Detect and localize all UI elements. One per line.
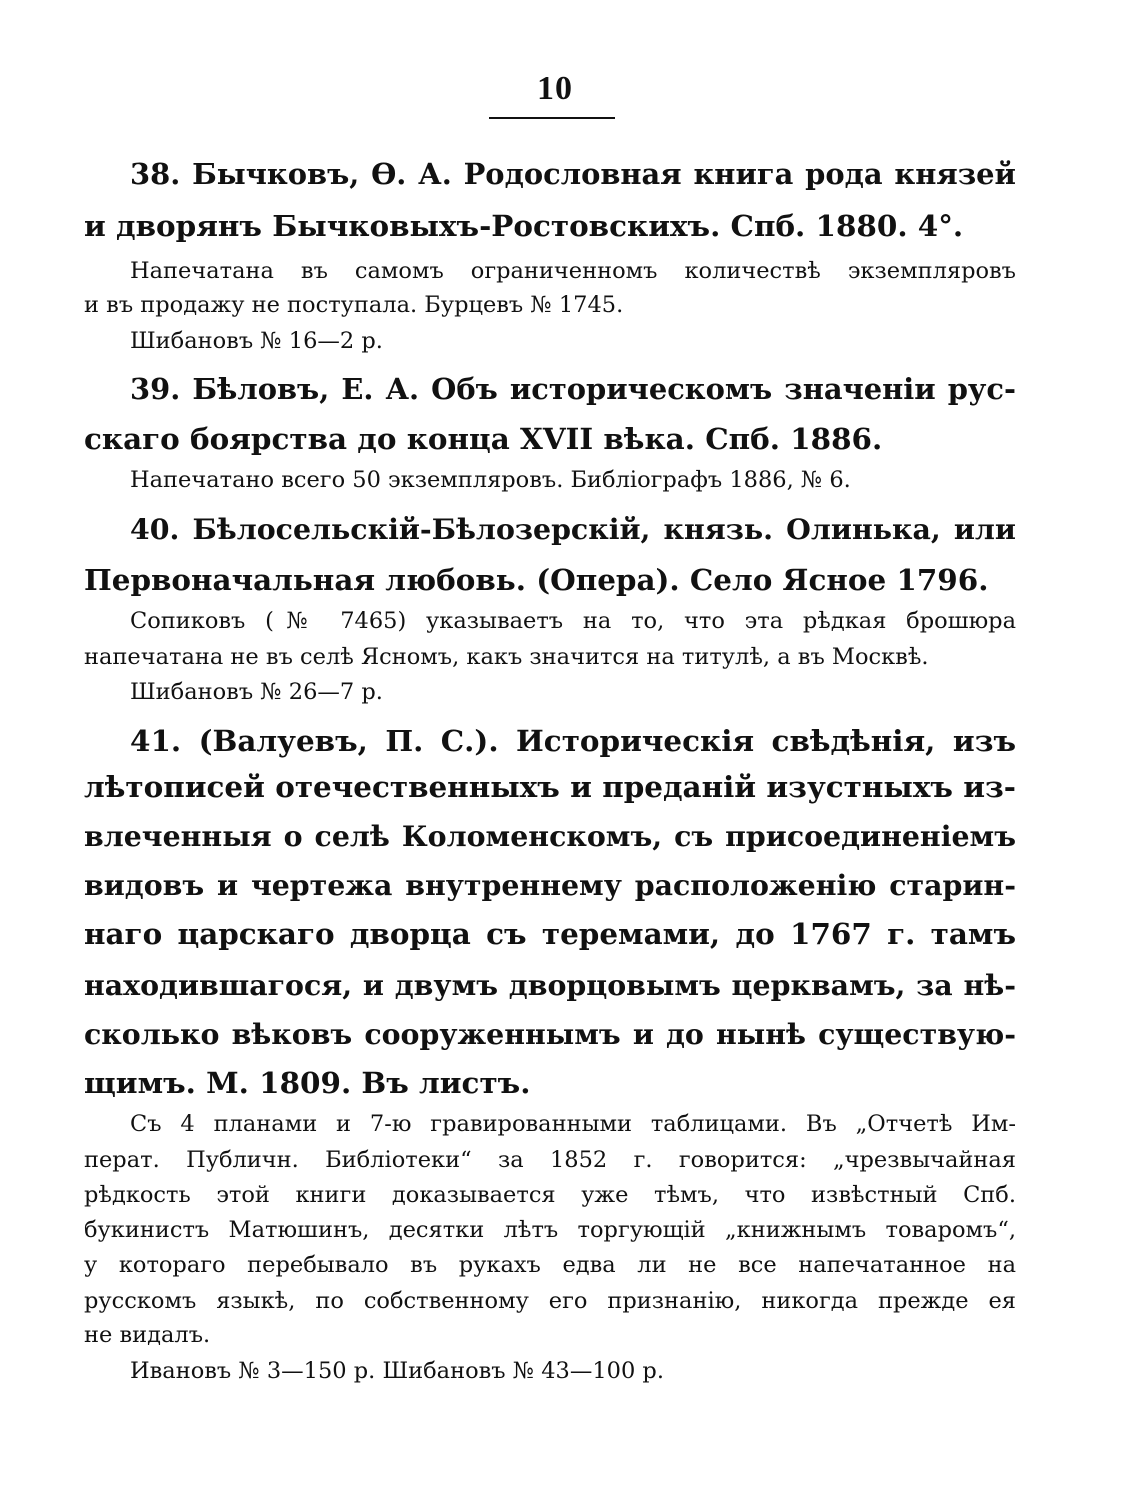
entry-heading-line: видовъ и чертежа внутреннему расположенiю старин-: [84, 868, 1016, 902]
entry-heading-line: и дворянъ Бычковыхъ-Ростовскихъ. Спб. 1880. 4°.: [84, 208, 964, 243]
entry-heading-line: 41. (Валуевъ, П. С.). Историческiя свѣдѣнiя, изъ: [130, 723, 1016, 758]
entry-heading-line: находившагося, и двумъ дворцовымъ церквамъ, за нѣ-: [84, 968, 1016, 1002]
page-number-rule: [489, 117, 615, 119]
entry-heading-line: сколько вѣковъ сооруженнымъ и до нынѣ существую-: [84, 1017, 1016, 1051]
entry-price-line: Шибановъ № 16—2 р.: [130, 328, 383, 354]
entry-note-line: Сопиковъ (№ 7465) указываетъ на то, что эта рѣдкая брошюра: [130, 608, 1016, 634]
entry-note-line: рѣдкость этой книги доказывается уже тѣмъ, что извѣстный Спб.: [84, 1182, 1016, 1208]
entry-note-line: Напечатано всего 50 экземпляровъ. Библiографъ 1886, № 6.: [130, 467, 851, 493]
entry-heading-line: 40. Бѣлосельскiй-Бѣлозерскiй, князь. Олинька, или: [130, 512, 1016, 546]
entry-note-line: русскомъ языкѣ, по собственному его признанiю, никогда прежде ея: [84, 1288, 1016, 1314]
entry-heading-line: Первоначальная любовь. (Опера). Село Ясное 1796.: [84, 562, 989, 597]
entry-note-line: не видалъ.: [84, 1322, 211, 1348]
entry-note-line: Напечатана въ самомъ ограниченномъ количествѣ экземпляровъ: [130, 258, 1016, 284]
entry-note-line: у котораго перебывало въ рукахъ едва ли не все напечатанное на: [84, 1252, 1016, 1278]
entry-heading-line: 38. Бычковъ, Ѳ. А. Родословная книга рода князей: [130, 157, 1016, 191]
entry-note-line: Съ 4 планами и 7-ю гравированными таблицами. Въ „Отчетѣ Им-: [130, 1111, 1016, 1137]
entry-heading-line: наго царскаго дворца съ теремами, до 1767 г. тамъ: [84, 916, 1016, 951]
entry-note-line: и въ продажу не поступала. Бурцевъ № 1745.: [84, 292, 624, 318]
entry-heading-line: лѣтописей отечественныхъ и преданiй изустныхъ из-: [84, 769, 1016, 804]
entry-heading-line: 39. Бѣловъ, Е. А. Объ историческомъ значенiи рус-: [130, 372, 1016, 406]
entry-note-line: напечатана не въ селѣ Ясномъ, какъ значится на титулѣ, а въ Москвѣ.: [84, 644, 929, 670]
entry-note-line: перат. Публичн. Библiотеки“ за 1852 г. говорится: „чрезвычайная: [84, 1147, 1016, 1173]
entry-note-line: букинистъ Матюшинъ, десятки лѣтъ торгующiй „книжнымъ товаромъ“,: [84, 1217, 1016, 1243]
entry-heading-line: скаго боярства до конца XVII вѣка. Спб. 1886.: [84, 421, 883, 456]
page-number: 10: [537, 70, 573, 107]
entry-price-line: Ивановъ № 3—150 р. Шибановъ № 43—100 р.: [130, 1358, 664, 1384]
entry-heading-line: влеченныя о селѣ Коломенскомъ, съ присоединенiемъ: [84, 819, 1016, 853]
entry-heading-line: щимъ. М. 1809. Въ листъ.: [84, 1065, 531, 1100]
entry-price-line: Шибановъ № 26—7 р.: [130, 679, 383, 705]
